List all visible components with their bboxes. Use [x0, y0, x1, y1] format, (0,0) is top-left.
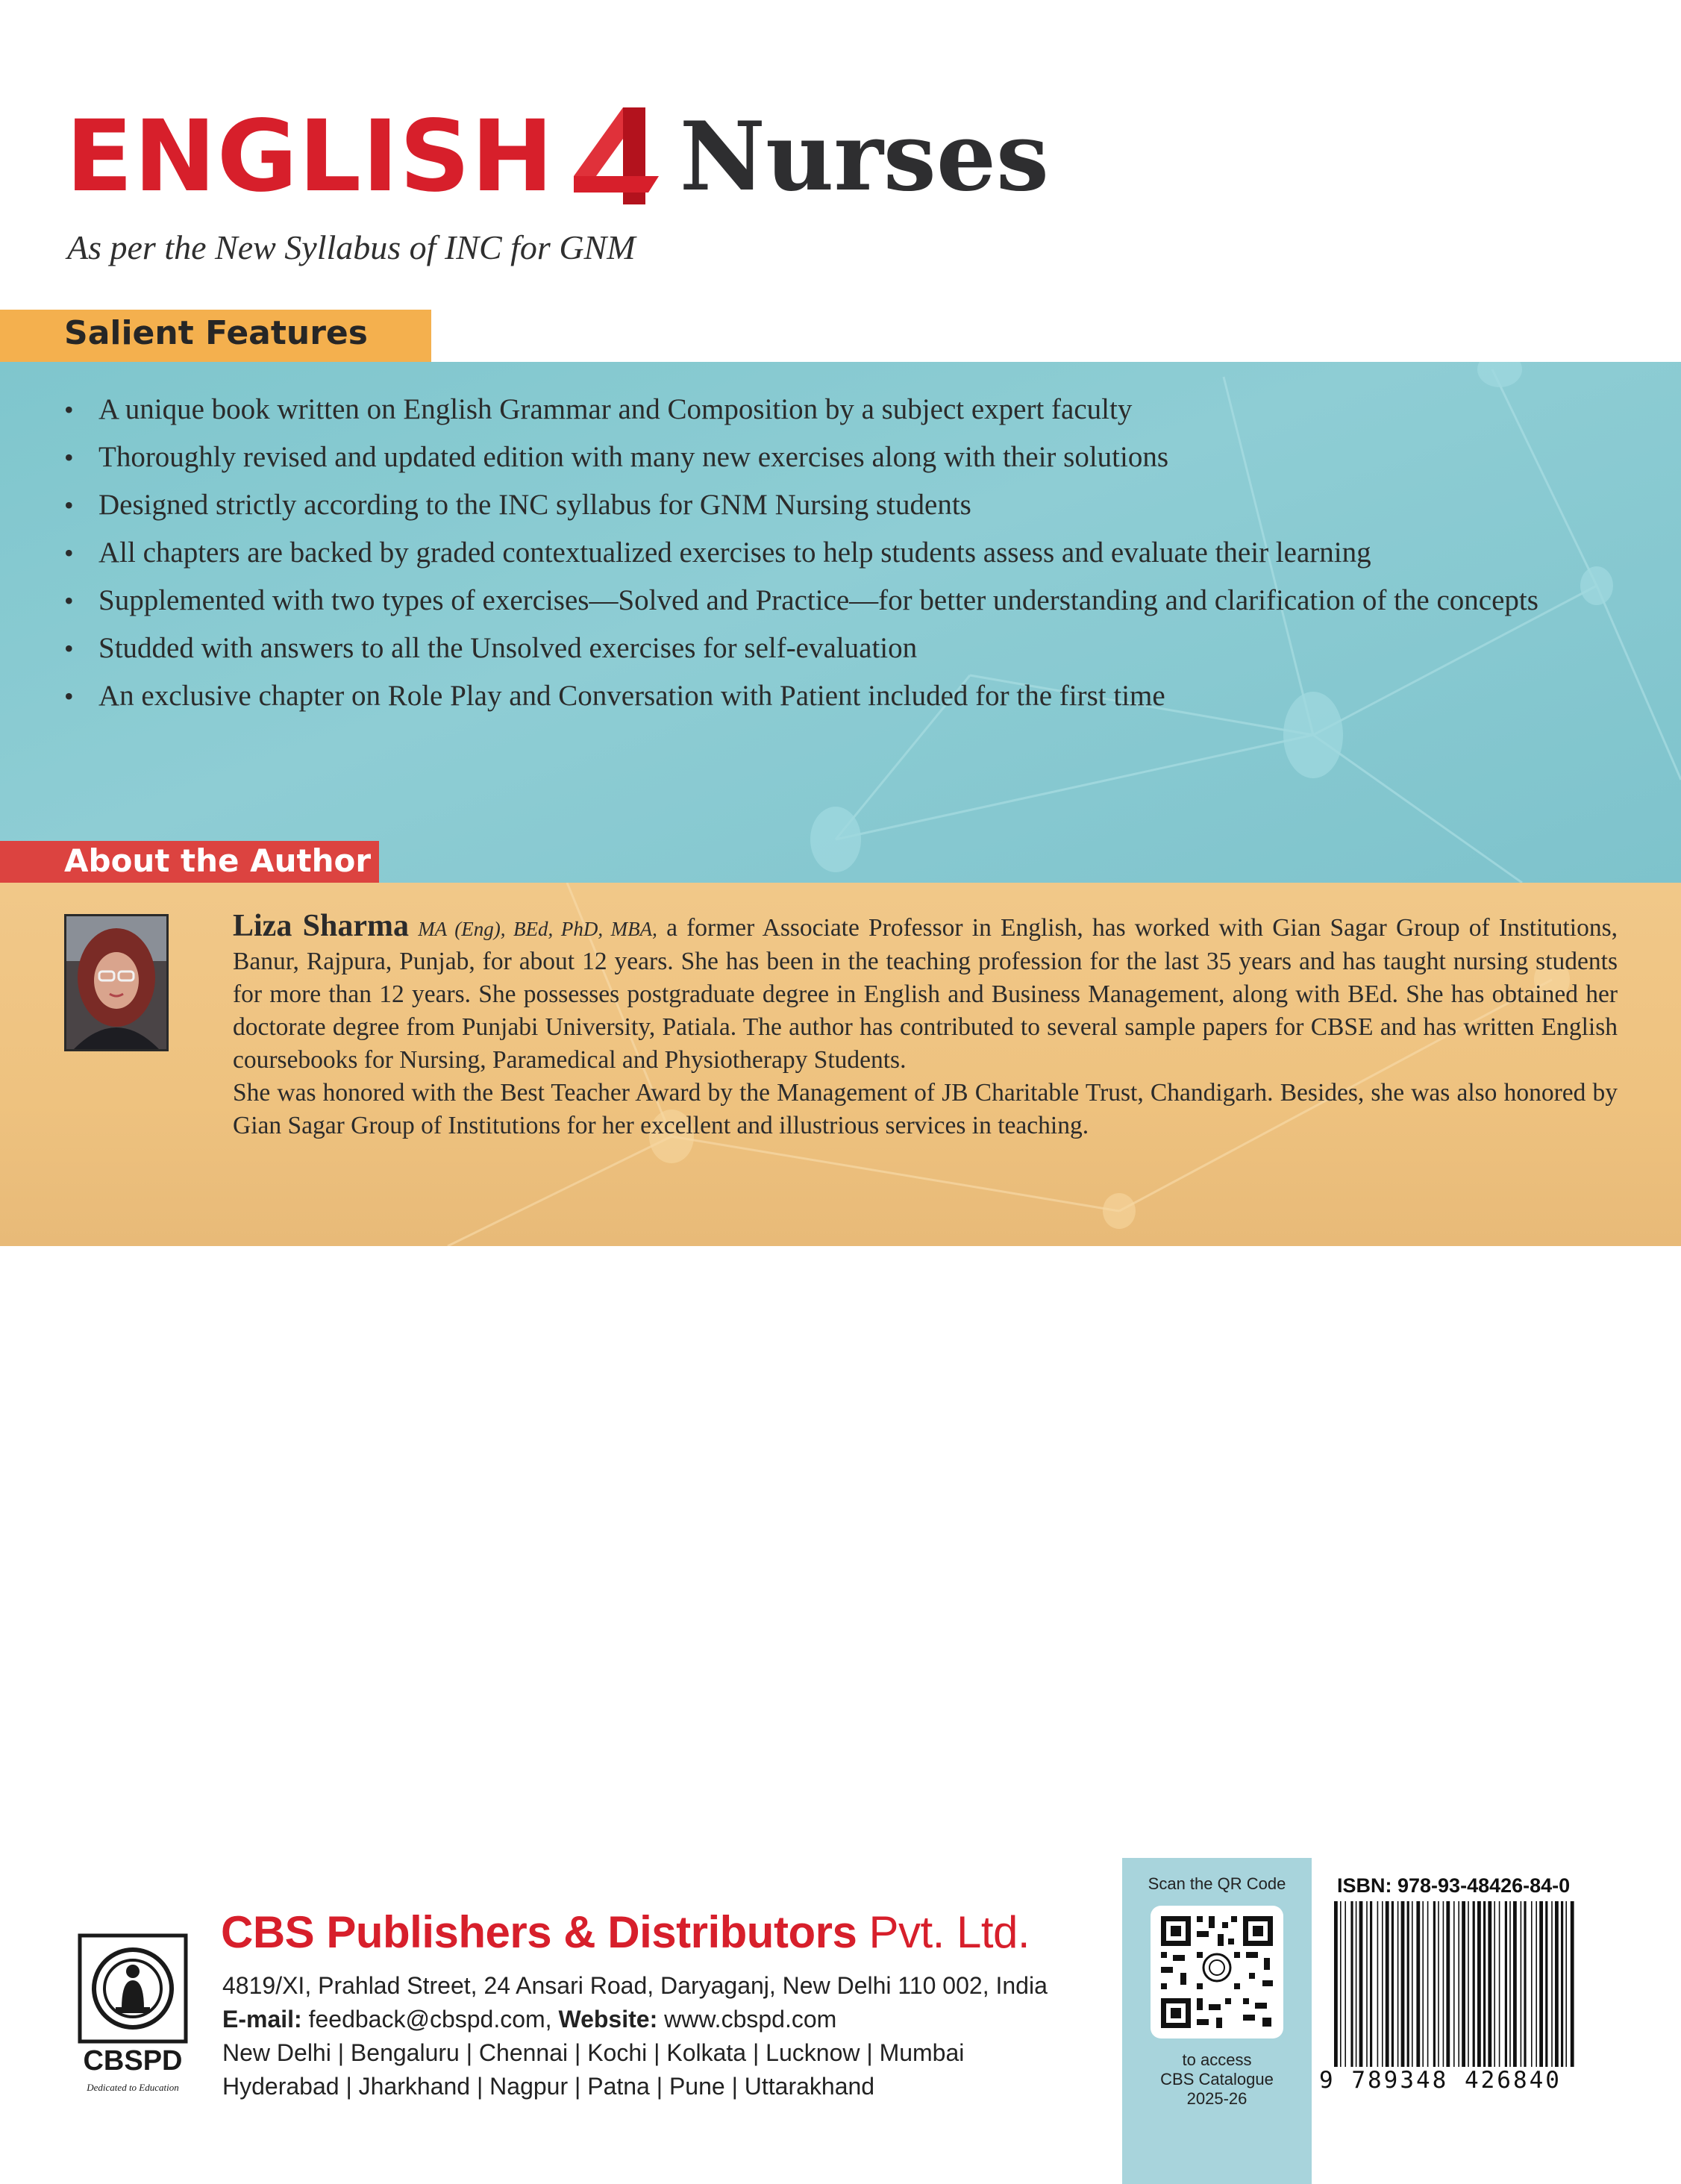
- logo-tagline: Dedicated to Education: [87, 2082, 179, 2093]
- feature-item: • Supplemented with two types of exercises—Solved and Practice—for better understanding and clarification of the concepts: [63, 583, 1630, 619]
- title-english: ENGLISH: [66, 99, 554, 214]
- feature-item: • A unique book written on English Grammar and Composition by a subject expert faculty: [63, 392, 1630, 428]
- email-label: E-mail:: [222, 2006, 302, 2033]
- logo-text: CBSPD: [83, 2045, 183, 2077]
- cbspd-logo: [77, 1933, 189, 2097]
- publisher-name: [221, 1906, 1030, 1958]
- salient-features-panel: [0, 362, 1681, 883]
- qr-caption-line-1: to access: [1182, 2050, 1252, 2069]
- feature-item: • An exclusive chapter on Role Play and Conversation with Patient included for the first time: [63, 678, 1630, 714]
- branches-line-1: New Delhi | Bengaluru | Chennai | Kochi | Kolkata | Lucknow | Mumbai: [222, 2039, 965, 2066]
- publisher-name-suffix: Pvt. Ltd.: [868, 1907, 1030, 1957]
- author-photo: [64, 914, 169, 1051]
- title-nurses: Nurses: [679, 101, 1049, 212]
- email-value[interactable]: feedback@cbspd.com,: [308, 2006, 552, 2033]
- author-bio-paragraph-1: a former Associate Professor in English, has worked with Gian Sagar Group of Institutions, Banur, Rajpura, Punjab, for about 12 years. She has been in the teaching profession for the last 35 years and has taught nursing students for more than 12 years. She possesses postgraduate degree in English and Business Management, along with BEd. She has obtained her doctorate degree from Punjabi University, Patiala. The author has contributed to several sample papers for CBSE and has written English coursebooks for Nursing, Paramedical and Physiotherapy Students.: [233, 914, 1618, 1074]
- author-name: Liza Sharma: [233, 909, 409, 943]
- qr-panel: [1122, 1858, 1312, 2184]
- about-author-panel: [0, 883, 1681, 1246]
- qr-code[interactable]: [1151, 1906, 1283, 2038]
- isbn-label: ISBN: 978-93-48426-84-0: [1337, 1874, 1571, 1897]
- about-author-heading: About the Author: [64, 842, 372, 879]
- publisher-address: 4819/XI, Prahlad Street, 24 Ansari Road, Daryaganj, New Delhi 110 002, India: [222, 1972, 1048, 1999]
- feature-item: • Designed strictly according to the INC syllabus for GNM Nursing students: [63, 487, 1630, 523]
- about-author-tab: [0, 841, 379, 883]
- qr-caption-line-3: 2025-26: [1186, 2089, 1248, 2108]
- author-bio-paragraph-2: She was honored with the Best Teacher Award by the Management of JB Charitable Trust, Chandigarh. Besides, she was also honored by Gian Sagar Group of Institutions for her excellent and illustrious services in teaching.: [233, 1079, 1618, 1139]
- publisher-name-bold: CBS Publishers & Distributors: [221, 1907, 857, 1957]
- branches-line-2: Hyderabad | Jharkhand | Nagpur | Patna | Pune | Uttarakhand: [222, 2073, 875, 2100]
- features-list: [63, 392, 1630, 726]
- author-qualifications: MA (Eng), BEd, PhD, MBA,: [418, 918, 657, 940]
- website-value[interactable]: www.cbspd.com: [664, 2006, 837, 2033]
- salient-features-heading: Salient Features: [64, 314, 368, 352]
- feature-item: • All chapters are backed by graded contextualized exercises to help students assess and evaluate their learning: [63, 535, 1630, 571]
- qr-caption-line-2: CBS Catalogue: [1160, 2070, 1274, 2088]
- isbn-barcode: [1333, 1901, 1579, 2082]
- publisher-contact: [222, 2006, 836, 2033]
- subtitle: As per the New Syllabus of INC for GNM: [67, 228, 636, 266]
- qr-instruction: Scan the QR Code: [1148, 1874, 1286, 1893]
- author-bio: [233, 910, 1618, 1142]
- book-title: [66, 97, 1049, 216]
- feature-item: • Studded with answers to all the Unsolved exercises for self-evaluation: [63, 631, 1630, 666]
- qr-caption: [1122, 2050, 1312, 2109]
- salient-features-tab: [0, 310, 431, 362]
- website-label: Website:: [558, 2006, 658, 2033]
- title-four-logo: [571, 104, 660, 209]
- isbn-barcode-digits: 9 789348 426840: [1319, 2067, 1580, 2094]
- feature-item: • Thoroughly revised and updated edition with many new exercises along with their solutions: [63, 439, 1630, 475]
